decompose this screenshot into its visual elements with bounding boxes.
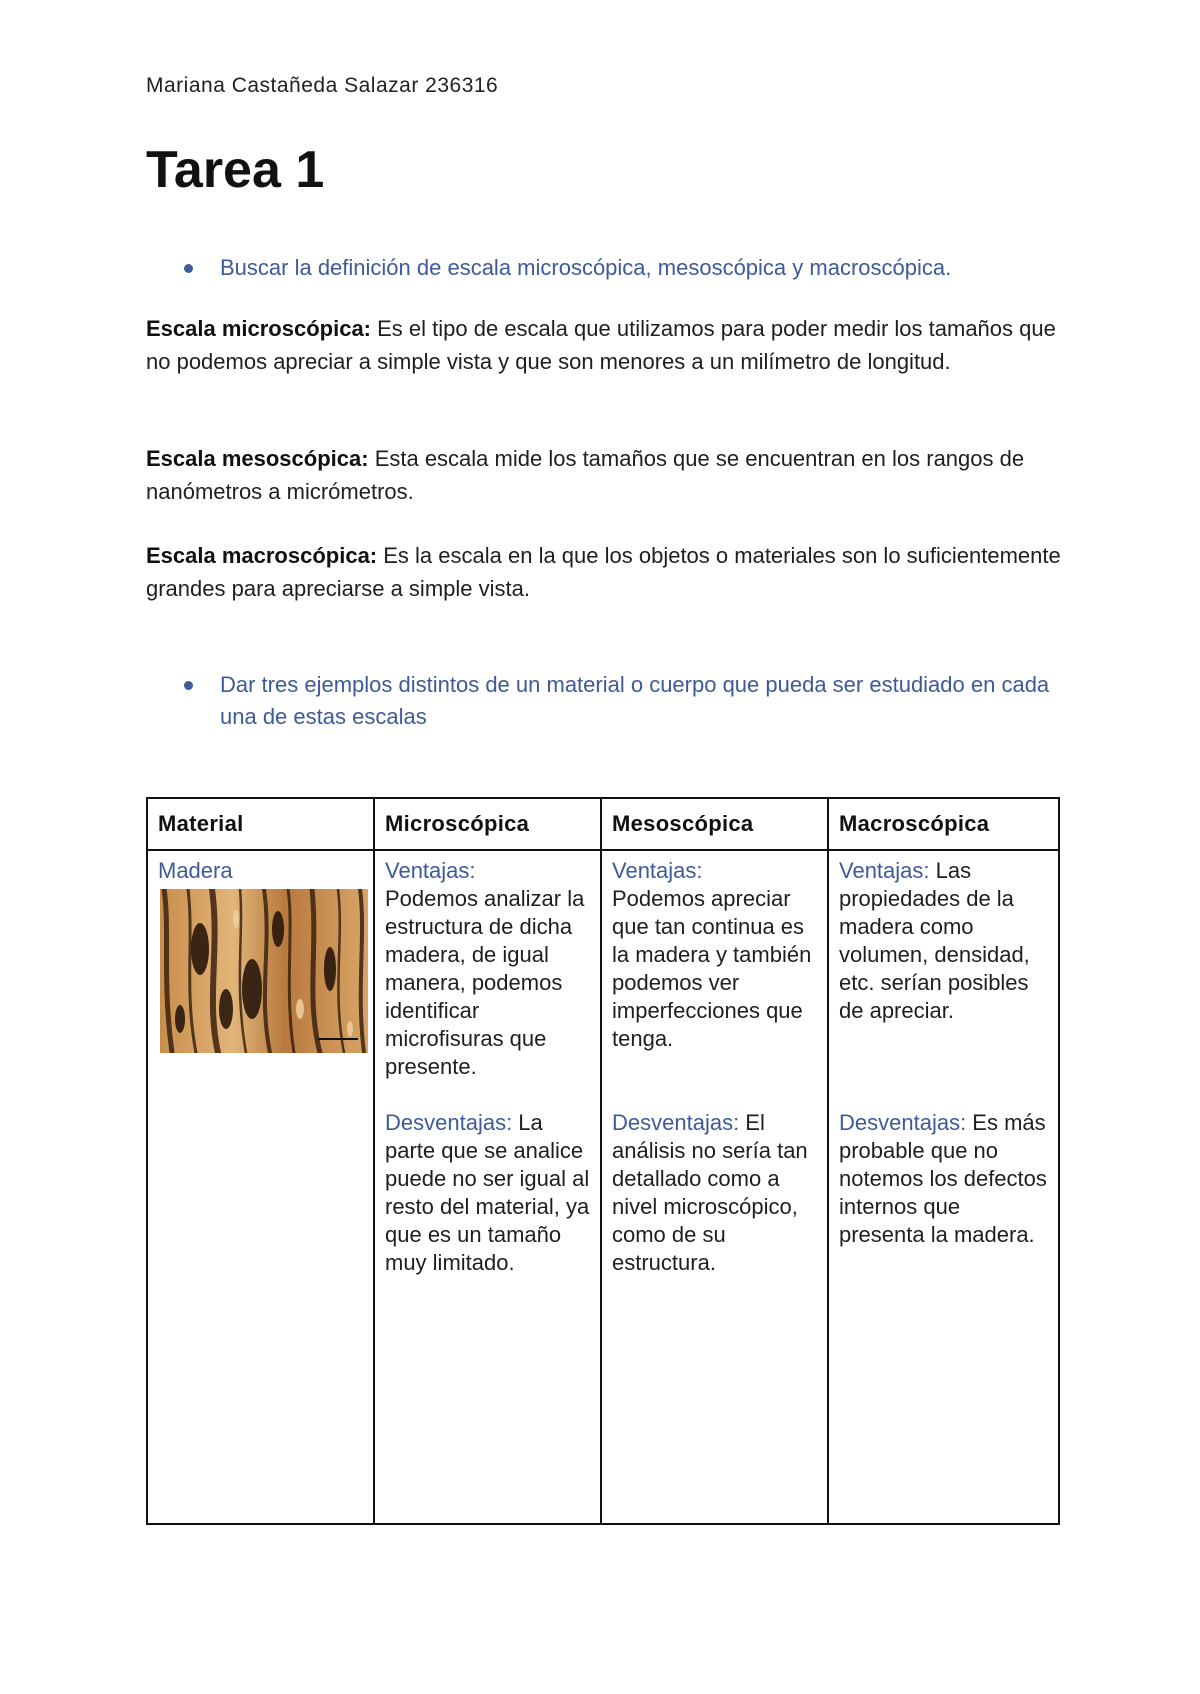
advantages-label: Ventajas: <box>612 858 703 883</box>
header-microscopic: Microscópica <box>374 798 601 850</box>
advantages <box>385 857 590 1081</box>
bullet-dot-icon <box>184 264 193 273</box>
cell-macroscopic <box>828 850 1059 1524</box>
wood-micrograph-image <box>160 889 368 1053</box>
page-title: Tarea 1 <box>146 141 325 199</box>
advantages-text: Podemos apreciar que tan continua es la madera y también podemos ver imperfecciones que tenga. <box>612 886 812 1051</box>
bullet-examples-task <box>220 669 1080 733</box>
cell-microscopic <box>374 850 601 1524</box>
disadvantages <box>385 1109 590 1277</box>
header-mesoscopic: Mesoscópica <box>601 798 828 850</box>
disadvantages-label: Desventajas: <box>839 1110 967 1135</box>
definition-term: Escala microscópica: <box>146 316 372 341</box>
scales-table <box>146 797 1060 1525</box>
header-macroscopic: Macroscópica <box>828 798 1059 850</box>
advantages-label: Ventajas: <box>385 858 476 883</box>
advantages-text: Las propiedades de la madera como volumen, densidad, etc. serían posibles de apreciar. <box>839 858 1030 1023</box>
advantages <box>839 857 1048 1025</box>
bullet-definitions-task <box>220 252 1080 284</box>
definition-text: Esta escala mide los tamaños que se encuentran en los rangos de nanómetros a micrómetros. <box>146 446 1025 504</box>
header-material: Material <box>147 798 374 850</box>
cell-mesoscopic <box>601 850 828 1524</box>
author-line: Mariana Castañeda Salazar 236316 <box>146 74 499 97</box>
disadvantages <box>612 1109 817 1277</box>
material-name: Madera <box>158 858 233 883</box>
table-row <box>147 850 1059 1524</box>
definition-macroscopic <box>146 540 1066 605</box>
definition-text: Es la escala en la que los objetos o materiales son lo suficientemente grandes para apreciarse a simple vista. <box>146 543 1061 601</box>
disadvantages-label: Desventajas: <box>385 1110 513 1135</box>
disadvantages-text: Es más probable que no notemos los defectos internos que presenta la madera. <box>839 1110 1047 1247</box>
definition-term: Escala mesoscópica: <box>146 446 369 471</box>
cell-material <box>147 850 374 1524</box>
advantages-label: Ventajas: <box>839 858 930 883</box>
disadvantages <box>839 1109 1048 1249</box>
bullet-dot-icon <box>184 681 193 690</box>
advantages <box>612 857 817 1053</box>
definition-text: Es el tipo de escala que utilizamos para poder medir los tamaños que no podemos apreciar a simple vista y que son menores a un milímetro de longitud. <box>146 316 1056 374</box>
definition-microscopic <box>146 313 1066 378</box>
disadvantages-text: El análisis no sería tan detallado como a nivel microscópico, como de su estructura. <box>612 1110 808 1275</box>
definition-mesoscopic <box>146 443 1066 508</box>
advantages-text: Podemos analizar la estructura de dicha madera, de igual manera, podemos identificar microfisuras que presente. <box>385 886 585 1079</box>
table-header-row <box>147 798 1059 850</box>
bullet-text: Buscar la definición de escala microscópica, mesoscópica y macroscópica. <box>220 255 952 280</box>
bullet-text: Dar tres ejemplos distintos de un material o cuerpo que pueda ser estudiado en cada una de estas escalas <box>220 672 1050 729</box>
disadvantages-text: La parte que se analice puede no ser igual al resto del material, ya que es un tamaño muy limitado. <box>385 1110 590 1275</box>
disadvantages-label: Desventajas: <box>612 1110 740 1135</box>
definition-term: Escala macroscópica: <box>146 543 378 568</box>
